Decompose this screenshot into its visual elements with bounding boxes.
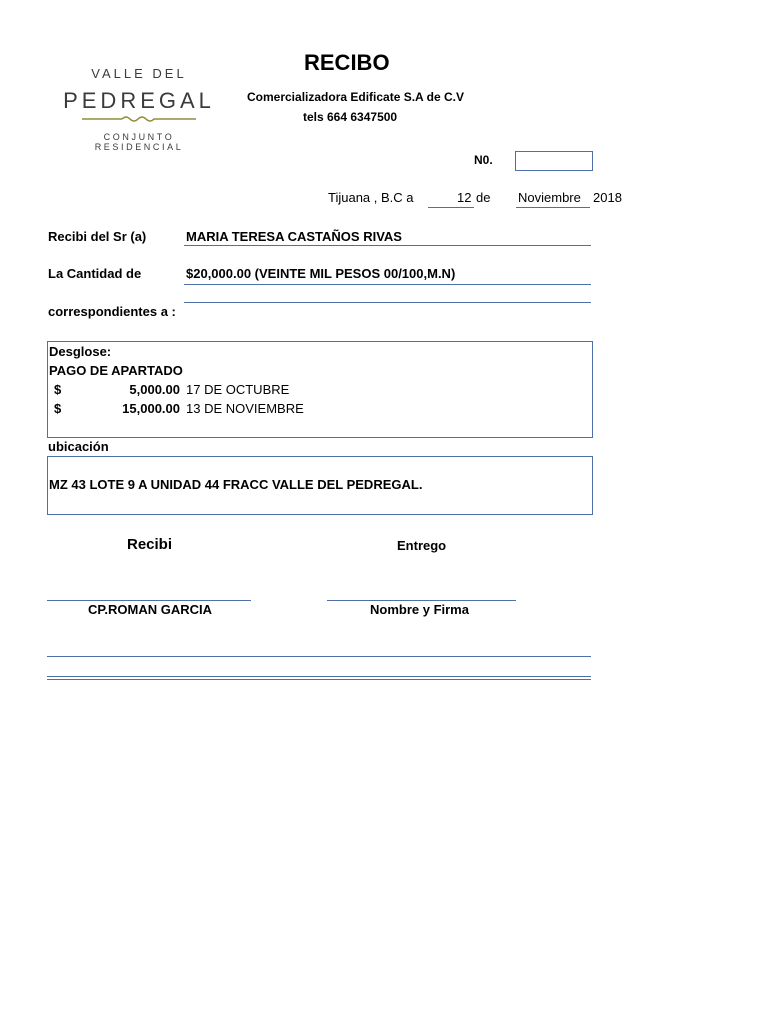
logo-main-text: PEDREGAL xyxy=(63,88,215,113)
desglose-concept: PAGO DE APARTADO xyxy=(49,363,183,378)
ubicacion-label: ubicación xyxy=(48,439,109,454)
row-date: 17 DE OCTUBRE xyxy=(186,382,290,397)
ubicacion-box xyxy=(47,456,593,515)
date-place: Tijuana , B.C a xyxy=(328,190,414,205)
receipt-title: RECIBO xyxy=(304,50,390,75)
correspondientes-label: correspondientes a : xyxy=(48,304,176,319)
logo-sub-text: CONJUNTO RESIDENCIAL xyxy=(94,132,184,152)
date-day: 12 xyxy=(457,190,472,205)
date-de: de xyxy=(476,190,491,205)
number-value xyxy=(516,153,520,168)
desglose-box xyxy=(47,341,593,438)
company-name: Comercializadora Edificate S.A de C.V xyxy=(247,90,464,104)
bottom-divider xyxy=(47,656,591,657)
ubicacion-value: MZ 43 LOTE 9 A UNIDAD 44 FRACC VALLE DEL PEDREGAL. xyxy=(49,477,423,492)
desglose-label: Desglose: xyxy=(49,344,112,359)
sign-recibi-label: Recibi xyxy=(127,536,173,553)
logo-top-text: VALLE DEL xyxy=(91,66,187,81)
recibi-del-value: MARIA TERESA CASTAÑOS RIVAS xyxy=(186,229,402,244)
recibi-del-label: Recibi del Sr (a) xyxy=(48,229,147,244)
sign-recibi-name: CP.ROMAN GARCIA xyxy=(88,602,212,617)
row-amount: 15,000.00 xyxy=(122,401,180,416)
date-year: 2018 xyxy=(593,190,622,205)
bottom-divider xyxy=(47,676,591,677)
sign-entrego-name: Nombre y Firma xyxy=(370,602,469,617)
company-phone: tels 664 6347500 xyxy=(303,110,398,124)
cantidad-label: La Cantidad de xyxy=(48,266,142,281)
cantidad-value: $20,000.00 (VEINTE MIL PESOS 00/100,M.N) xyxy=(186,266,456,281)
number-label: N0. xyxy=(474,153,493,167)
logo-wave-icon xyxy=(82,115,196,123)
date-month: Noviembre xyxy=(518,190,581,205)
sign-entrego-label: Entrego xyxy=(397,538,447,553)
bottom-divider xyxy=(47,679,591,680)
row-amount: 5,000.00 xyxy=(129,382,180,397)
number-field[interactable] xyxy=(515,151,593,171)
row-currency: $ xyxy=(54,382,62,397)
row-currency: $ xyxy=(54,401,62,416)
row-date: 13 DE NOVIEMBRE xyxy=(186,401,304,416)
